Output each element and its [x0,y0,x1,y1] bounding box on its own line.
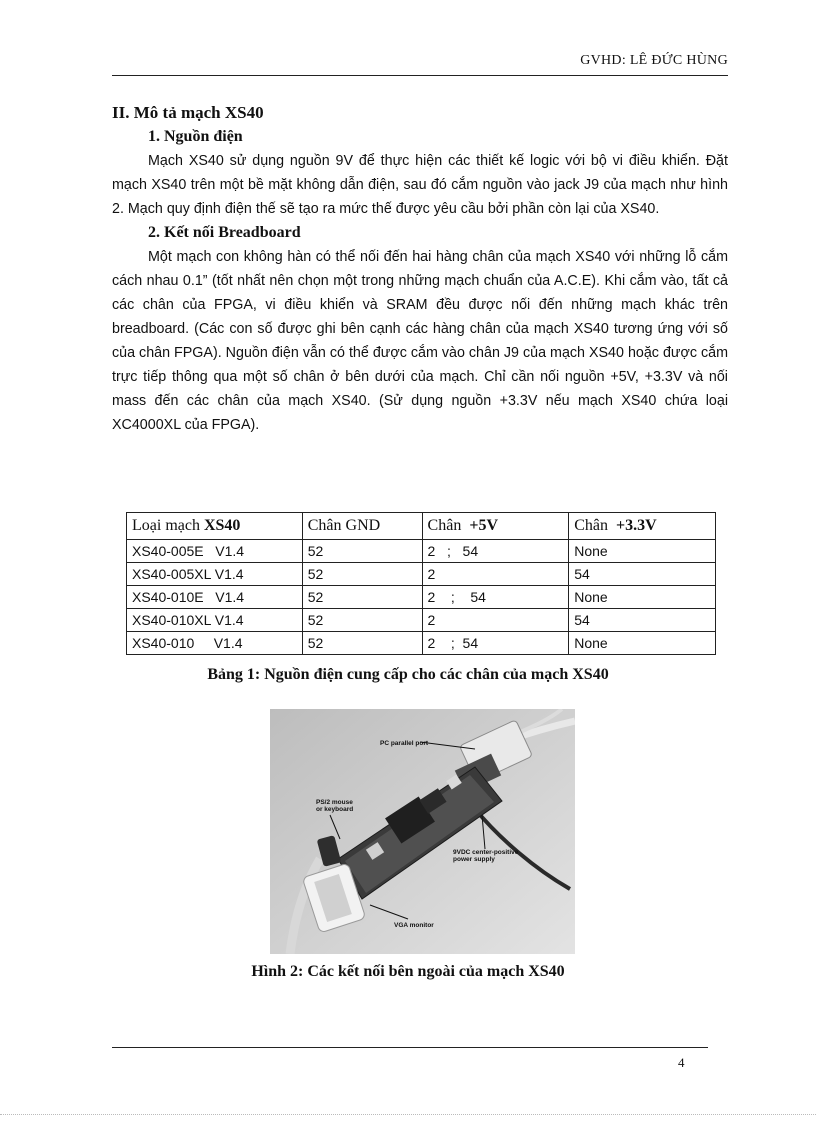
cell-gnd: 52 [302,563,422,586]
table-row [127,563,716,586]
cell-gnd: 52 [302,586,422,609]
cell-gnd: 52 [302,540,422,563]
cell-board: XS40-005XL V1.4 [127,563,303,586]
page-number: 4 [678,1055,685,1070]
col-header-3v3: Chân +3.3V [569,513,716,540]
cell-5v: 2 [422,609,569,632]
cell-board: XS40-005E V1.4 [127,540,303,563]
page-content [112,101,728,437]
figure-caption: Hình 2: Các kết nối bên ngoài của mạch XS40 [251,963,565,980]
power-paragraph: Mạch XS40 sử dụng nguồn 9V để thực hiện các thiết kế logic với bộ vi điều khiển. Đặt mạch XS40 trên một bề mặt không dẫn điện, sau đó cắm nguồn vào jack J9 của mạch như hình 2. Mạch quy định điện thế sẽ tạo ra mức thế được yêu cầu bởi phần còn lại của XS40. [112,153,728,217]
cell-5v: 2 [422,563,569,586]
cell-5v: 2 ; 54 [422,632,569,655]
cell-3v3: None [569,632,716,655]
col-header-5v: Chân +5V [422,513,569,540]
table-row [127,586,716,609]
table-row [127,609,716,632]
col-header-gnd: Chân GND [302,513,422,540]
cell-board: XS40-010 V1.4 [127,632,303,655]
label-vga-monitor: VGA monitor [394,922,434,929]
cell-5v: 2 ; 54 [422,540,569,563]
header-rule [112,75,728,76]
table-caption: Bảng 1: Nguồn điện cung cấp cho các chân của mạch XS40 [207,666,609,683]
table-row [127,632,716,655]
table-header-row [127,513,716,540]
board-photo [270,709,575,954]
cell-3v3: 54 [569,609,716,632]
cell-5v: 2 ; 54 [422,586,569,609]
table-row [127,540,716,563]
label-pc-parallel-port: PC parallel port [380,740,429,747]
cell-3v3: None [569,586,716,609]
label-power-supply: 9VDC center-positive power supply [453,849,519,863]
label-ps2: PS/2 mouse or keyboard [316,799,354,813]
footer-rule [112,1047,708,1048]
col-header-board-type: Loại mạch XS40 [127,513,303,540]
subsection-power-title: 1. Nguồn điện [148,128,243,145]
cell-gnd: 52 [302,609,422,632]
header-advisor: GVHD: LÊ ĐỨC HÙNG [580,53,728,68]
cell-3v3: 54 [569,563,716,586]
cell-board: XS40-010E V1.4 [127,586,303,609]
cell-3v3: None [569,540,716,563]
breadboard-paragraph: Một mạch con không hàn có thể nối đến hai hàng chân của mạch XS40 với những lỗ cắm cách nhau 0.1” (tốt nhất nên chọn một trong những mạch chuẩn của A.C.E). Khi cắm vào, tất cả các chân của FPGA, vi điều khiển và SRAM đều được nối đến những mạch khác trên breadboard. (Các con số được ghi bên cạnh các hàng chân của mạch XS40 tương ứng với số của chân FPGA). Nguồn điện vẫn có thể được cắm vào chân J9 của mạch XS40 hoặc được cắm trực tiếp thông qua một số chân ở bên dưới của mạch. Chỉ cần nối nguồn +5V, +3.3V và nối mass đến các chân của mạch XS40. (Sử dụng nguồn +3.3V nếu mạch XS40 chứa loại XC4000XL của FPGA). [112,249,728,433]
power-pin-table [126,512,716,655]
subsection-breadboard-title: 2. Kết nối Breadboard [148,224,301,241]
page-edge-divider [0,1114,816,1115]
cell-gnd: 52 [302,632,422,655]
cell-board: XS40-010XL V1.4 [127,609,303,632]
section-title: II. Mô tả mạch XS40 [112,103,264,122]
